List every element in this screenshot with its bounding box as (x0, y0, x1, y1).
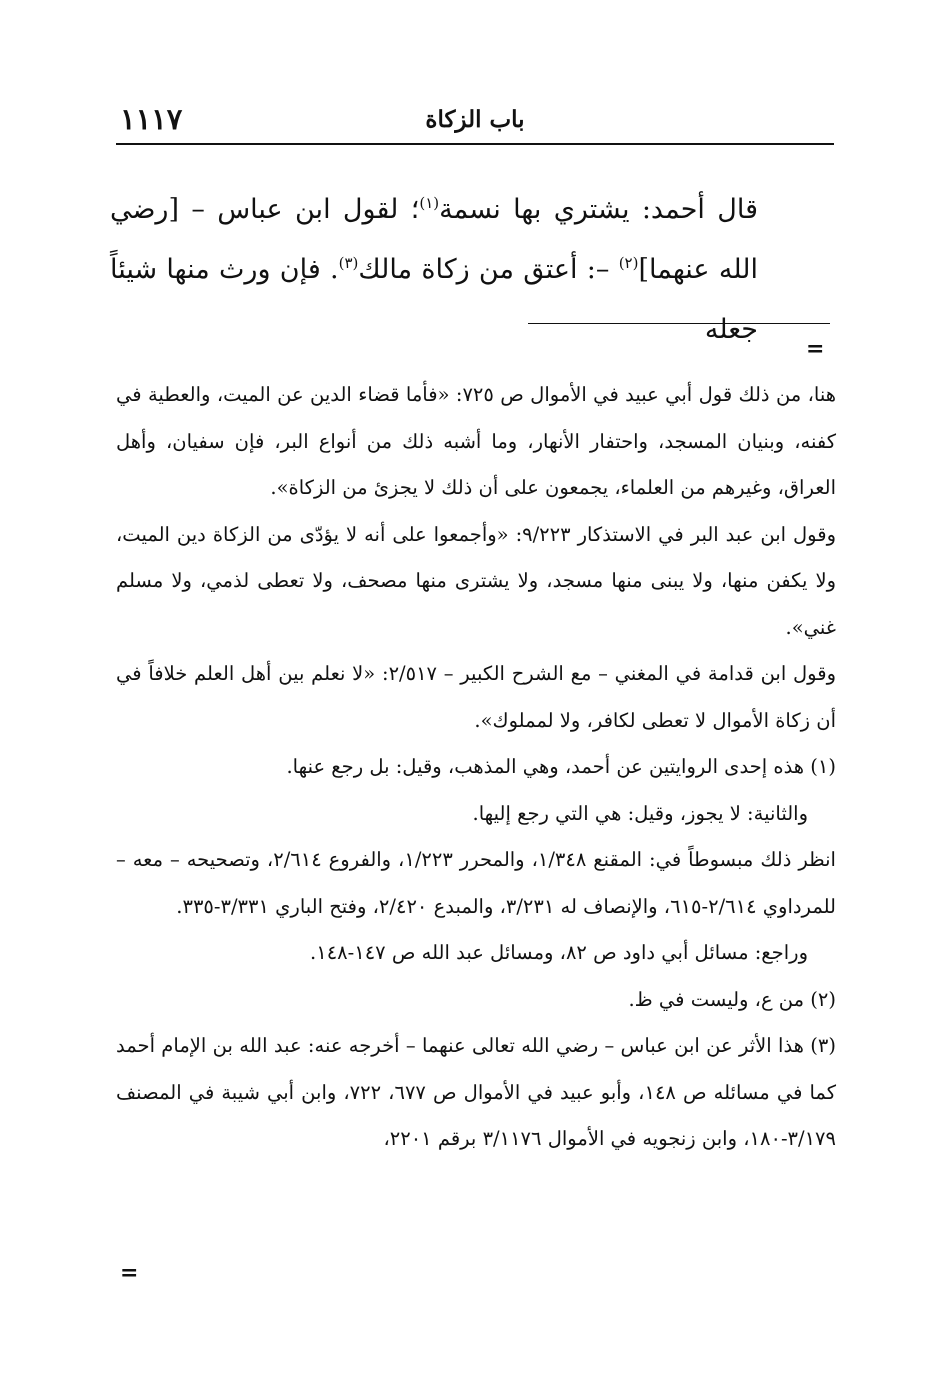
main-text-segment: –: أعتق من زكاة مالك (358, 254, 619, 285)
footnote-continued-paragraph: وقول ابن عبد البر في الاستذكار ٩/٢٢٣: «وأجمعوا على أنه لا يؤدّى من الزكاة دين الميت، ولا يكفن منها، ولا يبنى منها مسجد، ولا يشترى منها مصحف، ولا تعطى لذمي، ولا مسلم غني». (116, 522, 836, 639)
continuation-mark-bottom: = (120, 1260, 139, 1286)
footnote-1-second-narration: والثانية: لا يجوز، وقيل: هي التي رجع إليها. (472, 801, 808, 825)
footnote-continued-paragraph: وقول ابن قدامة في المغني – مع الشرح الكبير – ٢/٥١٧: «لا نعلم بين أهل العلم خلافاً في أن زكاة الأموال لا تعطى لكافر، ولا لمملوك». (116, 662, 836, 732)
footnote-1-review: وراجع: مسائل أبي داود ص ٨٢، ومسائل عبد الله ص ١٤٧-١٤٨. (310, 941, 808, 964)
main-text-segment: . فإن ورث منها شيئاً جعله (110, 254, 758, 345)
main-text-segment: عنهما] (638, 254, 710, 285)
footnote-1: (١) هذه إحدى الروايتين عن أحمد، وهي المذهب، وقيل: بل رجع عنها. (286, 755, 836, 778)
footnote-separator (528, 323, 830, 324)
page-header (116, 96, 834, 144)
main-text (110, 180, 758, 360)
footnote-continued-paragraph: هنا، من ذلك قول أبي عبيد في الأموال ص ٧٢٥: «فأما قضاء الدين عن الميت، والعطية في كفنه، وبنيان المسجد، واحتفار الأنهار، وما أشبه ذلك من أنواع البر، فإن سفيان، وأهل العراق، وغيرهم من العلماء، يجمعون على أن ذلك لا يجزئ من الزكاة». (116, 383, 837, 499)
footnote-ref-3: (٣) (338, 254, 359, 272)
footnote-2: (٢) من ع، وليست في ظ. (628, 987, 836, 1011)
footnote-3: (٣) هذا الأثر عن ابن عباس – رضي الله تعالى عنهما – أخرجه عنه: عبد الله بن الإمام أحمد كما في مسائله ص ١٤٨، وأبو عبيد في الأموال ص ٦٧٧، ٧٢٢، وابن أبي شيبة في المصنف ٣/١٧٩-١٨٠، وابن زنجويه في الأموال ٣/١١٧٦ برقم ٢٢٠١، (116, 1034, 836, 1150)
main-text-line (110, 180, 758, 360)
page-number: ١١١٧ (120, 102, 183, 136)
continuation-mark-top: = (806, 336, 825, 362)
footnote-ref-2: (٢) (618, 254, 639, 272)
footnotes (116, 372, 836, 1163)
running-title: باب الزكاة (425, 106, 525, 133)
footnote-1-references: انظر ذلك مبسوطاً في: المقنع ١/٣٤٨، والمحرر ١/٢٢٣، والفروع ٢/٦١٤، وتصحيحه – معه – للمرداوي ٢/٦١٤-٦١٥، والإنصاف له ٣/٢٣١، والمبدع ٢/٤٢٠، وفتح الباري ٣/٣٣١-٣٣٥. (116, 848, 836, 918)
header-rule (116, 143, 834, 145)
main-text-segment: ؛ لقول ابن عباس – [رضي الله (110, 194, 758, 285)
main-text-segment: قال أحمد: يشتري بها نسمة (439, 194, 758, 225)
footnote-ref-1: (١) (419, 194, 440, 212)
